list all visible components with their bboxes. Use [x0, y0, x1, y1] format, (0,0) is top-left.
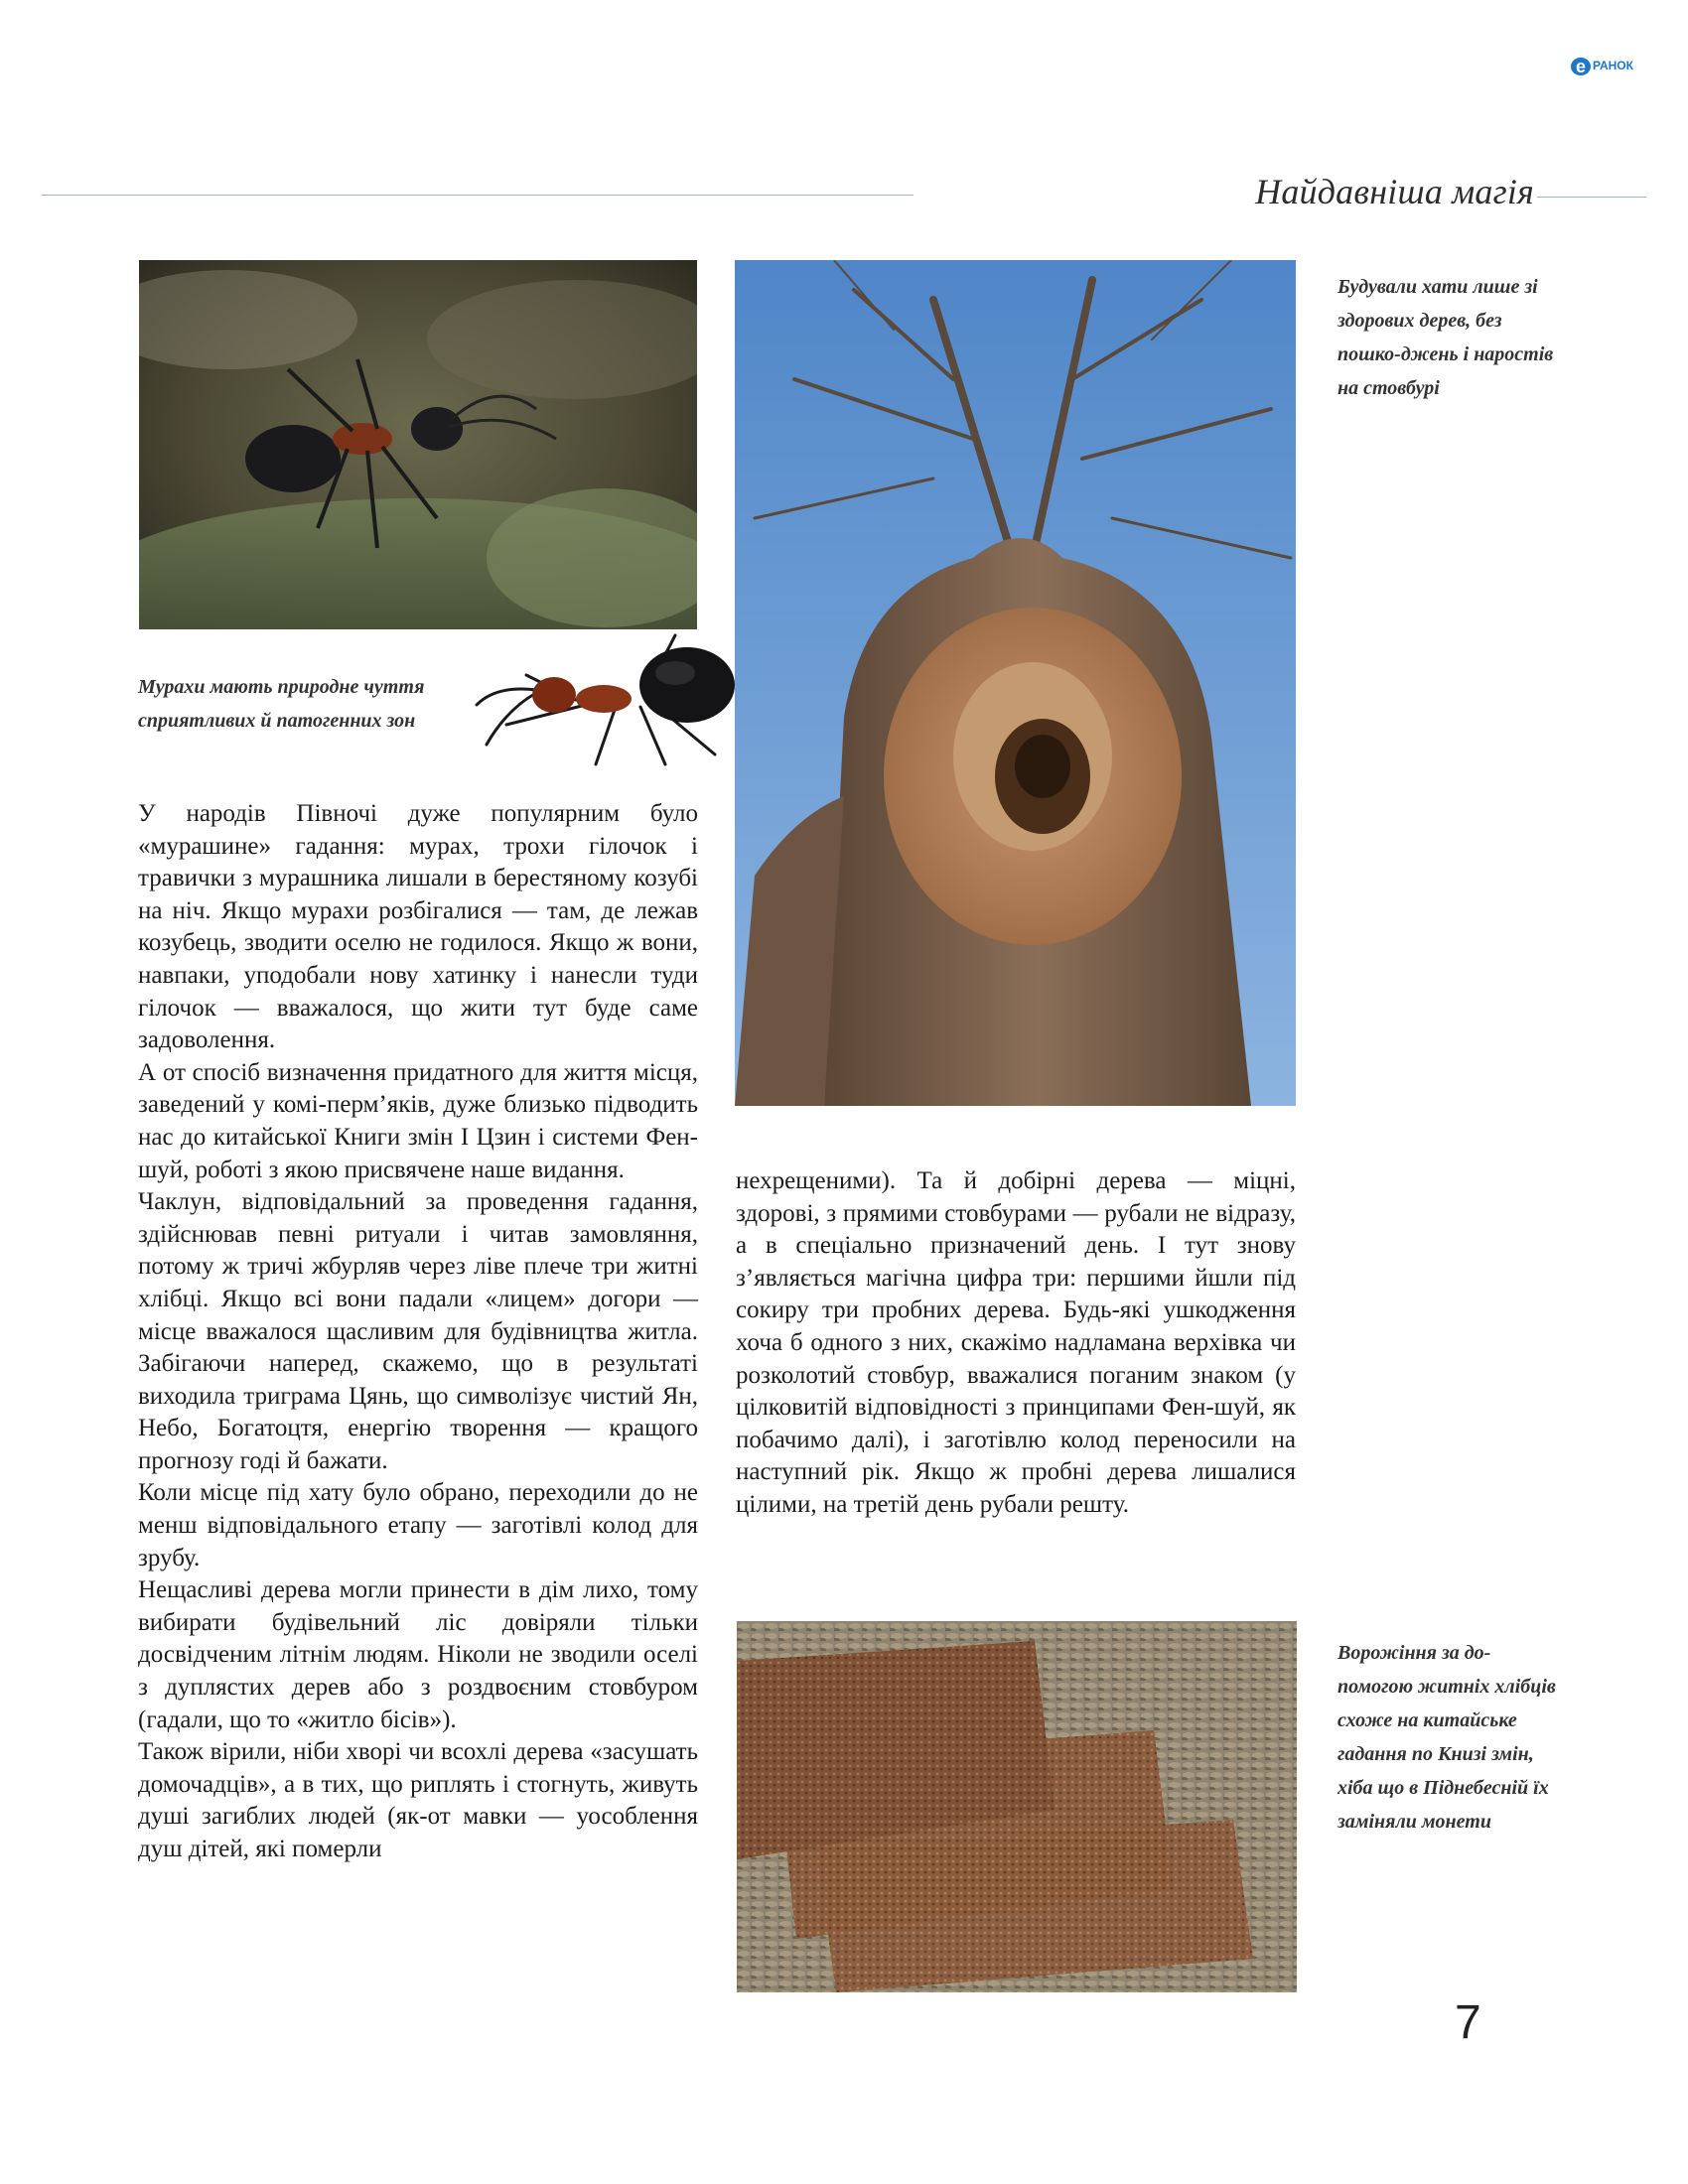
caption-tree: Будували хати лише зі здорових дерев, без пошко-джень і наростів на стовбурі [1337, 276, 1554, 399]
caption-bread: Ворожіння за до-помогою житніх хлібців схоже на китайське гадання по Книзі змін, хіба що в Піднебесній їх заміняли монети [1337, 1642, 1556, 1833]
svg-text:e: e [1576, 57, 1587, 76]
ant-cutout-illustration [467, 615, 765, 774]
caption-ants: Мурахи мають природне чуття сприятливих й патогенних зон [138, 676, 425, 732]
ant-photo [139, 260, 697, 629]
article-paragraph: Також вірили, ніби хворі чи всохлі дерева «засушать домочадців», а в тих, що риплять і стогнуть, живуть душі загиблих людей (як-от мавки — уособлення душ дітей, які померли [138, 1738, 698, 1862]
article-paragraph: Чаклун, відповідальний за проведення гадання, здійснював певні ритуали і читав замовляння, потому ж тричі жбурляв через ліве плече три житні хлібці. Якщо всі вони падали «лицем» догори — місце вважалося щасливим для будівництва житла. Забігаючи наперед, скажемо, що в результаті виходила триграма Цянь, що символізує чистий Ян, Небо, Богатоцтя, енергію творення — кращого прогнозу годі й бажати. [138, 1188, 698, 1474]
article-paragraph: У народів Півночі дуже популярним було «мурашине» гадання: мурах, трохи гілочок і травички з мурашника лишали в берестяному козубі на ніч. Якщо мурахи розбігалися — там, де лежав козубець, зводити оселю не годилося. Якщо ж вони, навпаки, уподобали нову хатинку і нанесли туди гілочок — вважалося, що жити тут буде саме задоволення. [138, 800, 698, 1054]
section-title: Найдавніша магія [1255, 172, 1534, 211]
article-paragraph: нехрещеними). Та й добірні дерева — міцні, здорові, з прямими стовбурами — рубали не відразу, а в спеціально призначений день. І тут знову з’являється магічна цифра три: першими йшли під сокиру три пробних дерева. Будь-які ушкодження хоча б одного з них, скажімо надламана верхівка чи розколотий стовбур, вважалися поганим знаком (у цілковитій відповідності з принципами Фен-шуй, як побачимо далі), і заготівлю колод переносили на наступний рік. Якщо ж пробні дерева лишалися цілими, на третій день рубали решту. [736, 1167, 1296, 1518]
article-paragraph: Нещасливі дерева могли принести в дім лихо, тому вибирати будівельний ліс довіряли тільки досвідченим літнім людям. Ніколи не зводили оселі з дуплястих дерев або з роздвоєним стовбуром (гадали, що то «житло бісів»). [138, 1576, 698, 1733]
tree-trunk-photo [735, 260, 1296, 1106]
publisher-logo [1569, 54, 1660, 77]
header-rule-left [42, 195, 914, 196]
article-paragraph: Коли місце під хату було обрано, переходили до не менш відповідального етапу — заготівлі колод для зрубу. [138, 1479, 698, 1571]
article-left-column [138, 798, 698, 1866]
article-paragraph: А от спосіб визначення придатного для життя місця, заведений у комі-перм’яків, дуже близько підводить нас до китайської Книги змін І Цзин і системи Фен-шуй, роботі з якою присвячене наше видання. [138, 1058, 698, 1183]
rye-crispbread-photo [737, 1621, 1297, 1992]
logo-text: РАНОК [1593, 59, 1633, 72]
header-rule-right [1537, 197, 1646, 198]
article-right-column [736, 1165, 1296, 1522]
page-number: 7 [1455, 1996, 1481, 2049]
